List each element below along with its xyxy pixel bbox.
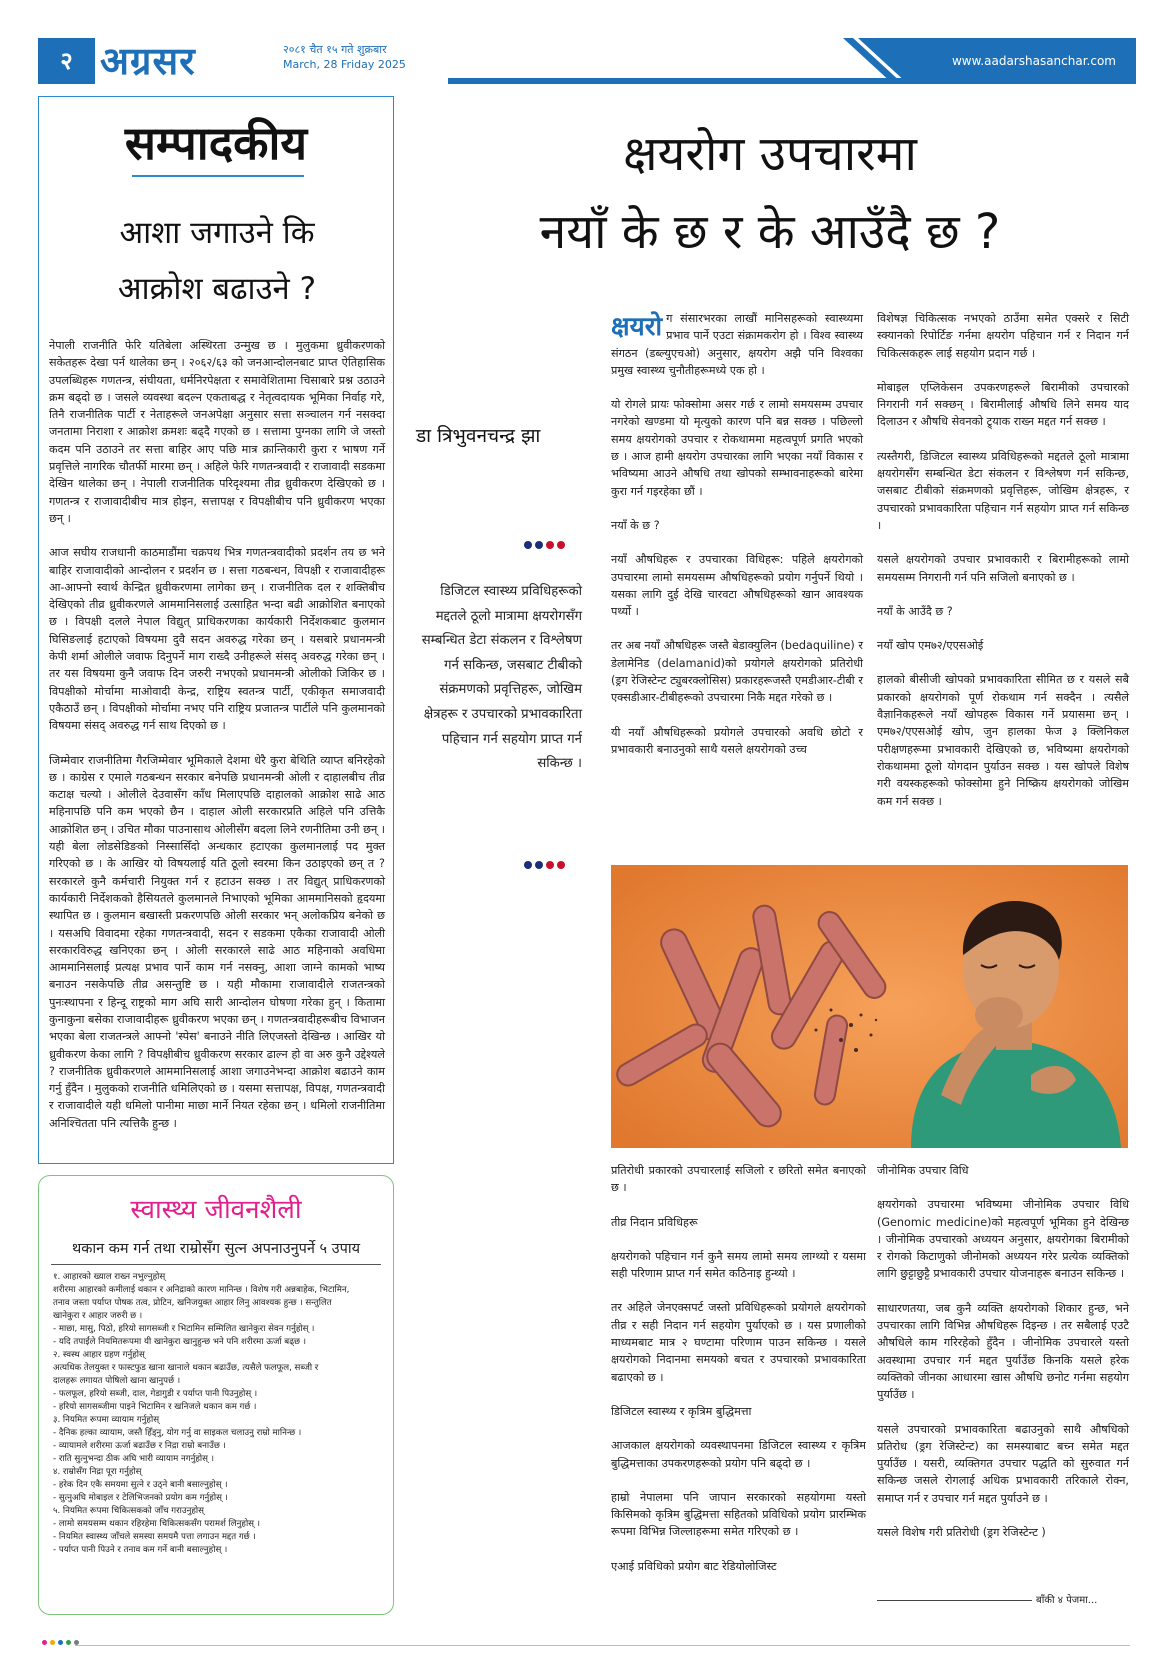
date-nepali: २०८१ चैत १५ गते शुक्रबार xyxy=(283,43,387,56)
pullquote-bottom-dots xyxy=(524,861,565,869)
lifestyle-tip: - नियमित स्वास्थ्य जाँचले समस्या समयमै पत्ता लगाउन मद्दत गर्छ । xyxy=(53,1532,256,1542)
article-subheading: नयाँ खोप एम७२/एएसओई xyxy=(877,639,984,653)
continued-on-page: बाँकी ४ पेजमा... xyxy=(1036,1595,1098,1606)
article-subheading: डिजिटल स्वास्थ्य र कृत्रिम बुद्धिमत्ता xyxy=(611,1404,752,1418)
accent-dot xyxy=(535,541,543,549)
headline-line-1: आशा जगाउने कि xyxy=(119,215,315,251)
newspaper-logo: अग्रसर xyxy=(100,39,196,83)
editorial-headline xyxy=(57,205,377,317)
article-paragraph: यसले विशेष गरी प्रतिरोधी (ड्रग रेजिस्टेन्ट ) xyxy=(877,1526,1046,1540)
article-subheading: नयाँ के आउँदै छ ? xyxy=(877,604,953,618)
article-paragraph: तर अब नयाँ औषधिहरू जस्तै बेडाक्युलिन (bedaquiline) र डेलामेनिड (delamanid)को प्रयोगले क्षयरोगको प्रतिरोधी (ड्रग रेजिस्टेन्ट ट्युबरक्लोसिस) प्रकारहरूजस्तै एमडीआर-टीबी र एक्सडीआर-टीबीहरूको उपचारमा निकै मद्दत गरेको छ । xyxy=(611,639,863,705)
lifestyle-tip: - पर्याप्त पानी पिउने र तनाव कम गर्ने बानी बसाल्नुहोस् । xyxy=(53,1545,228,1555)
lifestyle-tip: दालहरू लगायत पोषिलो खाना खानुपर्छ । xyxy=(53,1376,181,1386)
article-paragraph: आजकाल क्षयरोगको व्यवस्थापनमा डिजिटल स्वास्थ्य र कृत्रिम बुद्धिमत्ताका उपकरणहरूको प्रयोग पनि बढ्दो छ । xyxy=(611,1439,866,1470)
pullquote-top-dots xyxy=(524,541,565,549)
masthead-band xyxy=(448,38,1136,84)
article-paragraph: यसले उपचारको प्रभावकारिता बढाउनुको साथै औषधिको प्रतिरोध (ड्रग रेजिस्टेन्ट) का समस्याबाट बच्न समेत मद्दत पुर्याउँछ । यसरी, व्यक्तिगत उपचार पद्धति को सुरुवात गर्न सकिन्छ जसले रोगलाई अधिक प्रभावकारी तरिकाले रोक्न, समाप्त गर्न र उपचार गर्न मद्दत पुर्याउने छ । xyxy=(877,1422,1129,1505)
lifestyle-tip: तनाव जस्ता पर्याप्त पोषक तत्व, प्रोटिन, खनिजयुक्त आहार लिनु आवश्यक हुन्छ । सन्तुलित xyxy=(53,1298,332,1308)
article-paragraph: प्रतिरोधी प्रकारको उपचारलाई सजिलो र छरितो समेत बनाएको छ । xyxy=(611,1164,866,1195)
article-paragraph: तर अहिले जेनएक्सपर्ट जस्तो प्रविधिहरूको प्रयोगले क्षयरोगको तीव्र र सही निदान गर्न सहयोग पुर्याएको छ । यस प्रणालीको माध्यमबाट मात्र २ घण्टामा परिणाम पाउन सकिन्छ । यसले क्षयरोगको निदानमा समयको बचत र उपचारको प्रभावकारिता बढाएको छ । xyxy=(611,1301,866,1384)
footer-dot xyxy=(50,1640,55,1645)
footer-dot xyxy=(42,1640,47,1645)
accent-dot xyxy=(524,541,532,549)
article-column-2 xyxy=(877,310,1129,827)
article-paragraph: क्षयरोगको उपचारमा भविष्यमा जीनोमिक उपचार विधि (Genomic medicine)को महत्वपूर्ण भूमिका हुने देखिन्छ । जीनोमिक उपचारको अध्ययन अनुसार, क्षयरोगका बिरामीको र रोगको किटाणुको जीनोमको अध्ययन गरेर प्रत्येक व्यक्तिको लागि छुट्टाछुट्टै प्रभावकारी उपचार योजनाहरू बनाउन सकिन्छ । xyxy=(877,1198,1129,1281)
lifestyle-tip: - हरियो सागसब्जीमा पाइने भिटामिन र खनिजले थकान कम गर्छ । xyxy=(53,1402,257,1412)
lifestyle-tip: - व्यायामले शरीरमा ऊर्जा बढाउँछ र निद्रा राम्रो बनाउँछ । xyxy=(53,1441,226,1451)
drop-cap: क्षयरो xyxy=(611,312,663,342)
lifestyle-tip: २. स्वस्थ आहार ग्रहण गर्नुहोस् xyxy=(53,1350,145,1360)
lifestyle-tip: - दैनिक हल्का व्यायाम, जस्तै हिँड्नु, योग गर्नु वा साइकल चलाउनु राम्रो मानिन्छ । xyxy=(53,1428,302,1438)
lifestyle-tip: - माछा, मासु, पिठो, हरियो सागसब्जी र भिटामिन सम्मिलित खानेकुरा सेवन गर्नुहोस् । xyxy=(53,1324,315,1334)
article-paragraph: यी नयाँ औषधिहरूको प्रयोगले उपचारको अवधि छोटो र प्रभावकारी बनाउनुको साथै यसले क्षयरोगको उच्च xyxy=(611,725,863,756)
accent-dot xyxy=(546,541,554,549)
editorial-paragraph: नेपाली राजनीति फेरि यतिबेला अस्थिरता उन्मुख छ । मुलुकमा ध्रुवीकरणको सकेतहरू देखा पर्न थालेका छन् । २०६२/६३ को जनआन्दोलनबाट प्राप्त ऐतिहासिक उपलब्धिहरू गणतन्त्र, संघीयता, धर्मनिरपेक्षता र समावेशितामा चिसाबारे प्रश्न उठाउने क्रम बढ्दो छ । जसले व्यवस्था बदल्न एकताबद्ध र नेतृत्वदायक भूमिका निर्वाह गरे, तिनै राजनीतिक पार्टी र नेताहरूले जनअपेक्षा अनुसार सत्ता सञ्चालन गर्न नसक्दा जनतामा निराशा र आक्रोश क्रमशः बढ्दै गएको छ । सत्तामा पुग्नका लागि जे जस्तो कदम पनि उठाउने तर सत्ता बाहिर आए पछि मात्र क्रान्तिकारी कुरा र भाषण गर्ने प्रवृत्तिले नागरिक चौतर्फी मारमा छन् । अहिले फेरि गणतन्त्रवादी र राजावादी सडकमा देखिन थालेका छन् । नेपाली राजनीतिक परिदृश्यमा तीव्र ध्रुवीकरण देखिएको छ । गणतन्त्र र राजावादीबीच मात्र होइन, सत्तापक्ष र विपक्षीबीच पनि ध्रुवीकरण भएका छन् । xyxy=(49,339,385,525)
article-paragraph: यसले क्षयरोगको उपचार प्रभावकारी र बिरामीहरूको लामो समयसम्म निगरानी गर्न पनि सजिलो बनाएको छ । xyxy=(877,553,1129,584)
lifestyle-tip: शरीरमा आहारको कमीलाई थकान र अनिद्राको कारण मानिन्छ । विशेष गरी अन्नबाहेक, भिटामिन, xyxy=(53,1285,350,1295)
article-subheading: जीनोमिक उपचार विधि xyxy=(877,1164,969,1177)
article-title-line-1: क्षयरोग उपचारमा xyxy=(623,126,917,182)
lifestyle-tip: ३. नियमित रूपमा व्यायाम गर्नुहोस् xyxy=(53,1415,159,1425)
article-column-4 xyxy=(877,1162,1129,1558)
article-paragraph: विशेषज्ञ चिकित्सक नभएको ठाउँमा समेत एक्सरे र सिटी स्क्यानको रिपोर्टिङ गर्नमा क्षयरोग पहिचान गर्न र निदान गर्न चिकित्सकहरू लाई सहयोग प्रदान गर्छ । xyxy=(877,312,1129,360)
article-column-3 xyxy=(611,1162,866,1592)
article-subheading: नयाँ के छ ? xyxy=(611,518,660,532)
editorial-section-title: सम्पादकीय xyxy=(124,116,308,170)
article-paragraph: नयाँ औषधिहरू र उपचारका विधिहरू: पहिले क्षयरोगको उपचारमा लामो समयसम्म औषधिहरूको प्रयोग गर्नुपर्ने थियो । यसका लागि दुई देखि चारवटा औषधिहरूको खान आवश्यक पर्थ्यो । xyxy=(611,553,863,619)
tuberculosis-illustration xyxy=(611,865,1128,1148)
lifestyle-tip: - फलफूल, हरियो सब्जी, दाल, गेडागुडी र पर्याप्त पानी पिउनुहोस् । xyxy=(53,1389,258,1399)
article-paragraph: एआई प्रविधिको प्रयोग बाट रेडियोलोजिस्ट xyxy=(611,1559,777,1573)
article-paragraph: हालको बीसीजी खोपको प्रभावकारिता सीमित छ र यसले सबै प्रकारको क्षयरोगको पूर्ण रोकथाम गर्न सक्दैन । त्यसैले वैज्ञानिकहरूले नयाँ खोपहरू विकास गर्ने प्रयासमा छन् । एम७२/एएसओई खोप, जुन हालका फेज ३ क्लिनिकल परीक्षणहरूमा प्रभावकारी देखिएको छ, भविष्यमा क्षयरोगको रोकथाममा ठूलो योगदान पुर्याउन सक्छ । यस खोपले विशेष गरी वयस्कहरूको फोक्सोमा हुने निष्क्रिय क्षयरोगको जोखिम कम गर्न सक्छ । xyxy=(877,673,1129,808)
lifestyle-divider xyxy=(51,1264,381,1265)
lifestyle-title: स्वास्थ्य जीवनशैली xyxy=(130,1195,302,1225)
article-paragraph: साधारणतया, जब कुनै व्यक्ति क्षयरोगको शिकार हुन्छ, भने उपचारका लागि विभिन्न औषधिहरू दिइन्छ । तर सबैलाई एउटै औषधिले काम गरिरहेको हुँदैन । जीनोमिक उपचारले यस्तो अवस्थामा उपचार गर्न मद्दत पुर्याउँछ किनकि यसले हरेक व्यक्तिको जीनका आधारमा खास औषधि छनोट गर्नमा सहयोग पुर्याउँछ । xyxy=(877,1301,1129,1402)
editorial-paragraph: जिम्मेवार राजनीतिमा गैरजिम्मेवार भूमिकाले देशमा धेरै कुरा बेथिति व्याप्त बनिरहेको छ । काग्रेस र एमाले गठबन्धन सरकार बनेपछि प्रधानमन्त्री ओली र दाहालबीच तीव्र कटाक्ष चल्यो । ओलीले देउवासँग काँध मिलाएपछि दाहालको आक्रोश साढे आठ महिनापछि पनि कम भएको छैन । दाहाल ओली सरकारप्रति अहिले पनि उत्तिकै आक्रोशित छन् । उचित मौका पाउनासाथ ओलीसँग बदला लिने रणनीतिमा उनी छन् । यही बेला लोडसेडिङको निस्सासिँदो अन्धकार हटाएका कुलमानलाई पद मुक्त गरिएको छ । के आखिर यो विषयलाई यति ठूलो स्वरमा किन उठाइएको छन् त ? सरकारले कुनै कर्मचारी नियुक्त गर्न र हटाउन सक्छ । तर विद्युत् प्राधिकरणको कार्यकारी निर्देशकको हैसियतले कुलमानले निभाएको भूमिका आममानिसको हृदयमा स्थापित छ । कुलमान बखास्ती प्रकरणपछि ओली सरकार भन् अलोकप्रिय बनेको छ । यसअघि विवादमा रहेका गणतन्त्रवादी, सदन र सडकमा एकैका राजावादी ओली सरकारविरुद्ध खनिएका छन् । ओली सरकारले साढे आठ महिनाको अवधिमा आममानिसलाई प्रत्यक्ष प्रभाव पार्ने काम गर्न नसक्नु, आशा जाग्ने कामको भाष्य बनाउन नसकेपछि तीव्र असन्तुष्टि छ । यही मौकामा राजावादीले राजतन्त्रको पुनःस्थापना र हिन्दू राष्ट्रको माग अघि सारी आन्दोलन घोषणा गरेका हुन् । कितामा कुनाकुना बसेका राजावादीहरू ध्रुवीकरण भएका छन् । गणतन्त्रवादीहरूबीच विभाजन भएका बेला राजतन्त्रले आफ्नो 'स्पेस' बनाउने नीति लिएजस्तो देखिन्छ । आखिर यो ध्रुवीकरण केका लागि ? विपक्षीबीच ध्रुवीकरण सरकार ढाल्न हो वा अरु कुनै उद्देश्यले ? राजनीतिक ध्रुवीकरणले आममानिसलाई आशा जगाउनेभन्दा आक्रोश बढाउने काम गर्नु हुँदैन । मुलुकको राजनीति धमिलिएको छ । यसमा सत्तापक्ष, विपक्ष, गणतन्त्रवादी र राजावादीले यही धमिलो पानीमा माछा मार्ने नियत रहेका छन् । धमिलो राजनीतिमा अनिश्चितता पनि त्यत्तिकै हुन्छ । xyxy=(49,753,385,1130)
accent-dot xyxy=(557,861,565,869)
article-paragraph: त्यस्तैगरी, डिजिटल स्वास्थ्य प्रविधिहरूको मद्दतले ठूलो मात्रामा क्षयरोगसँग सम्बन्धित डेटा संकलन र विश्लेषण गर्न सकिन्छ, जसबाट टीबीको संक्रमणको प्रवृत्तिहरू, जोखिम क्षेत्रहरू, र उपचारको प्रभावकारिता पहिचान गर्न सहयोग प्राप्त गर्न सकिन्छ । xyxy=(877,449,1129,532)
editorial-section xyxy=(38,96,394,1164)
accent-dot xyxy=(557,541,565,549)
accent-dot xyxy=(546,861,554,869)
lifestyle-tip: - लामो समयसम्म थकान रहिरहेमा चिकित्सकसँग परामर्श लिनुहोस् । xyxy=(53,1519,260,1529)
article-paragraph: यो रोगले प्रायः फोक्सोमा असर गर्छ र लामो समयसम्म उपचार नगरेको खण्डमा यो मृत्युको कारण पनि बन्न सक्छ । पछिल्लो समय क्षयरोगको उपचार र रोकथाममा महत्वपूर्ण प्रगति भएको छ । आज हामी क्षयरोग उपचारका लागि भएका नयाँ विकास र भविष्यमा आउने औषधि तथा खोपको सम्भावनाहरूको बारेमा कुरा गर्न गइरहेका छौं । xyxy=(611,398,863,498)
lifestyle-tip: - सुत्नुअघि मोबाइल र टेलिभिजनको प्रयोग कम गर्नुहोस् । xyxy=(53,1493,228,1503)
lifestyle-tip: - राति सुत्नुभन्दा ठीक अघि भारी व्यायाम नगर्नुहोस् । xyxy=(53,1454,214,1464)
date-english: March, 28 Friday 2025 xyxy=(283,58,406,71)
website-url[interactable]: www.aadarshasanchar.com xyxy=(951,54,1116,68)
footer-dots xyxy=(42,1640,79,1645)
article-title-line-2: नयाँ के छ र के आउँदै छ ? xyxy=(539,204,1001,260)
lifestyle-tip: - यदि तपाईंले नियमितरूपमा यी खानेकुरा खानुहुन्छ भने पनि शरीरमा ऊर्जा बढ्छ । xyxy=(53,1337,307,1347)
lifestyle-box xyxy=(38,1175,394,1615)
lifestyle-tip: खानेकुरा र आहार जरुरी छ । xyxy=(53,1311,143,1321)
footer-divider xyxy=(75,1645,1130,1646)
article-subheading: तीव्र निदान प्रविधिहरू xyxy=(611,1215,698,1229)
issue-date xyxy=(283,42,406,72)
title-divider xyxy=(132,175,304,177)
lifestyle-subtitle: थकान कम गर्न तथा राम्रोसँग सुत्न अपनाउनुपर्ने ५ उपाय xyxy=(71,1241,361,1257)
article-author: डा त्रिभुवनचन्द्र झा xyxy=(416,425,541,447)
lifestyle-tip: - हरेक दिन एकै समयमा सुत्ने र उठ्ने बानी बसाल्नुहोस् । xyxy=(53,1480,228,1490)
headline-line-2: आक्रोश बढाउने ? xyxy=(117,271,317,307)
lifestyle-tips-list xyxy=(53,1271,383,1557)
editorial-body xyxy=(49,337,385,1149)
masthead xyxy=(38,38,1136,84)
accent-dot xyxy=(524,861,532,869)
article-paragraph: क्षयरो ग संसारभरका लाखौं मानिसहरूको स्वास्थ्यमा प्रभाव पार्ने एउटा संक्रामकरोग हो । विश्व स्वास्थ्य संगठन (डब्ल्युएचओ) अनुसार, क्षयरोग अझै पनि विश्वका प्रमुख स्वास्थ्य चुनौतीहरूमध्ये एक हो । xyxy=(611,312,863,377)
article-column-1 xyxy=(611,310,863,775)
lifestyle-tip: ५. नियमित रूपमा चिकित्सकको जाँच गराउनुहोस् xyxy=(53,1506,204,1516)
page-number: २ xyxy=(38,38,95,84)
article-paragraph: क्षयरोगको पहिचान गर्न कुनै समय लामो समय लाग्थ्यो र यसमा सही परिणाम प्राप्त गर्न समेत कठिनाइ हुन्थ्यो । xyxy=(611,1249,866,1281)
article-paragraph: मोबाइल एप्लिकेसन उपकरणहरूले बिरामीको उपचारको निगरानी गर्न सक्छन् । बिरामीलाई औषधि लिने समय याद दिलाउन र औषधि सेवनको ट्र्याक राख्न मद्दत गर्न सक्छ । xyxy=(877,380,1129,429)
footer-dot xyxy=(66,1640,71,1645)
editorial-paragraph: आज सघीय राजधानी काठमाडौंमा चक्रपथ भित्र गणतन्त्रवादीको प्रदर्शन तय छ भने बाहिर राजावादीको आन्दोलन र प्रदर्शन छ । सत्ता गठबन्धन, विपक्षी र राजावादीहरू आ-आफ्नो स्वार्थ केन्द्रित ध्रुवीकरणमा लागेका छन् । राजनीतिक दल र शक्तिबीच देखिएको तीव्र ध्रुवीकरणले आममानिसलाई उत्साहित भन्दा बढी आक्रोशित बनाएको छ । विपक्षी दलले नेपाल विद्युत् प्राधिकरणका कार्यकारी निर्देशकबाट कुलमान घिसिङलाई हटाएको विषयमा दुवै सदन अवरुद्ध गरेका छन् । यसबारे प्रधानमन्त्री केपी शर्मा ओलीले जवाफ दिनुपर्ने माग राख्दै उनीहरूले संसद् अवरुद्ध गरेका छन् । तर यस विषयमा कुनै जवाफ दिन जरुरी नभएको प्रधानमन्त्री ओलीको जिकिर छ । विपक्षीको मोर्चामा माओवादी केन्द्र, राष्ट्रिय स्वतन्त्र पार्टी, एकीकृत समाजवादी एकैठाउँ छन् । विपक्षीको मोर्चामा नभए पनि राष्ट्रिय प्रजातन्त्र पार्टीले पनि कुलमानको विषयमा संसद् अवरुद्ध गर्न साथ दिएको छ । xyxy=(49,546,385,733)
continued-divider xyxy=(877,1600,1032,1601)
lifestyle-tip: अत्यधिक तेलयुक्त र फास्टफुड खाना खानाले थकान बढाउँछ, त्यसैले फलफूल, सब्जी र xyxy=(53,1363,319,1373)
footer-dot xyxy=(58,1640,63,1645)
accent-dot xyxy=(535,861,543,869)
article-pullquote: डिजिटल स्वास्थ्य प्रविधिहरूको मद्दतले ठूलो मात्रामा क्षयरोगसँग सम्बन्धित डेटा संकलन र विश्लेषण गर्न सकिन्छ, जसबाट टीबीको संक्रमणको प्रवृत्तिहरू, जोखिम क्षेत्रहरू र उपचारको प्रभावकारिता पहिचान गर्न सहयोग प्राप्त गर्न सकिन्छ । xyxy=(421,584,582,772)
lifestyle-tip: १. आहारको ख्याल राख्न नभुल्नुहोस् xyxy=(53,1272,166,1282)
lifestyle-tip: ४. राम्रोसँग निद्रा पूरा गर्नुहोस् xyxy=(53,1467,142,1477)
article-paragraph: हाम्रो नेपालमा पनि जापान सरकारको सहयोगमा यस्तो किसिमको कृत्रिम बुद्धिमत्ता सहितको प्रविधिको प्रयोग प्रारम्भिक रूपमा विभिन्न जिल्लाहरूमा समेत गरिएको छ । xyxy=(611,1490,866,1539)
